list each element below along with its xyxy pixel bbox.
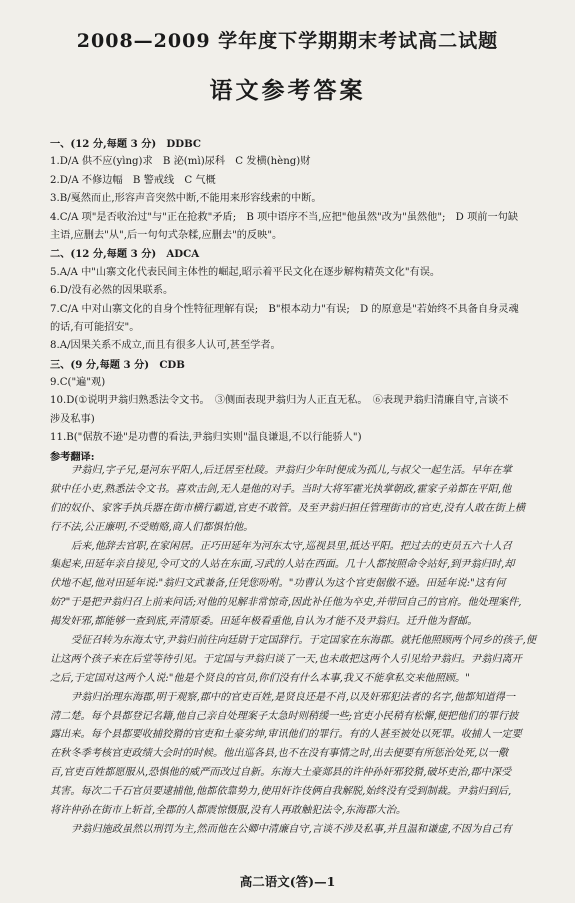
answer-line: 8.A/因果关系不成立,而且有很多人认可,甚至学者。: [50, 340, 281, 352]
section-heading: 三、(9 分,每题 3 分) CDB: [50, 358, 185, 371]
answer-line: 1.D/A 供不应(yìng)求 B 泌(mì)尿科 C 发横(hèng)财: [50, 156, 311, 168]
translation-line: 清二楚。每个县都登记名籍,他自己亲自处理案子太急时则稍缓一些;官吏小民稍有松懈,便把他们的罪行披: [50, 710, 519, 722]
translation-line: 让这两个孩子来在后堂等待引见。于定国与尹翁归谈了一天,也未敢把这两个人引见给尹翁归。尹翁归离开: [50, 653, 522, 665]
answer-line: 3.B/戛然而止,形容声音突然中断,不能用来形容线索的中断。: [50, 193, 322, 205]
answer-key: [50, 135, 555, 466]
translation-line: 们的奴仆、家客手执兵器在街市横行霸道,官吏不敢管。及至尹翁归担任管理街市的官吏,没有人敢在街上横: [50, 502, 526, 514]
answer-line: 4.C/A 项"是否收治过"与"正在抢救"矛盾; B 项中语序不当,应把"他虽然"改为"虽然他"; D 项前一句缺: [50, 211, 519, 223]
translation-line: 集起来,田延年亲自接见,令可文的人站在东面,习武的人站在西面。几十人都按照命令站好,到尹翁归时,却: [50, 559, 515, 571]
answer-line: 9.C("遍"观): [50, 377, 106, 389]
document-subtitle: 语文参考答案: [209, 77, 366, 104]
answer-line: 的话,有可能招安"。: [50, 321, 140, 333]
translation-line: 尹翁归,字子兄,是河东平阳人,后迁居至杜陵。尹翁归少年时便成为孤儿,与叔父一起生活。早年在掌: [71, 465, 512, 476]
answer-line: 5.A/A 中"山寨文化代表民间主体性的崛起,昭示着平民文化在逐步解构精英文化"有误。: [50, 266, 441, 278]
section-heading: 一、(12 分,每题 3 分) DDBC: [50, 138, 201, 150]
translation-line: 受征召转为东海太守,尹翁归前往向廷尉于定国辞行。于定国家在东海郡。就托他照顾两个同乡的孩子,便: [71, 635, 536, 647]
translation-line: 其害。每次二千石官员要逮捕他,他都依靠势力,使用奸诈伎俩自我解脱,始终没有受到制裁。尹翁归到后,: [50, 786, 512, 798]
translation-line: 尹翁归治理东海郡,明于观察,郡中的官吏百姓,是贤良还是不肖,以及奸邪犯法者的名字,他都知道得一: [71, 691, 516, 703]
translation-line: 在秋冬季考核官吏政绩大会时的时候。他出巡各县,也不在没有事情之时,出去便要有所惩治处死,以一儆: [50, 748, 508, 760]
translation-line: 行不法,公正廉明,不受贿赂,商人们都惧怕他。: [50, 521, 254, 533]
answer-line: 10.D(①说明尹翁归熟悉法令文书。 ③侧面表现尹翁归为人正直无私。 ⑥表现尹翁归清廉自守,言谈不: [50, 395, 509, 407]
translation-line: 妨?"于是把尹翁归召上前来问话;对他的见解非常惊奇,因此补任他为卒史,并带回自己的官府。他处理案件,: [50, 597, 522, 609]
translation-text: [50, 462, 555, 840]
translation-line: 露出来。每个县都要收捕狡猾的官吏和土豪劣绅,审讯他们的罪行。有的人甚至被处以死罪。收捕人一定要: [50, 729, 522, 741]
answer-line: 11.B("倨敖不逊"是功曹的看法,尹翁归实则"温良谦退,不以行能骄人"): [50, 432, 362, 444]
translation-line: 揭发奸邪,都能够一查到底,弄清原委。田延年极看重他,自认为才能不及尹翁归。迁升他为督邮。: [50, 616, 478, 628]
translation-heading: 参考翻译:: [50, 450, 95, 463]
answer-line: 主语,应删去"从",后一句句式杂糅,应删去"的反映"。: [50, 229, 283, 241]
page-footer: 高二语文(答)—1: [239, 874, 336, 889]
translation-line: 伏地不起,他对田延年说:"翁归文武兼备,任凭您吩咐。"功曹认为这个官吏倨傲不逊。田延年说:"这有何: [50, 578, 506, 590]
translation-line: 将许仲孙在街市上斩首,全郡的人都震惊慑服,没有人再敢触犯法令,东海郡大治。: [50, 805, 407, 817]
translation-line: 尹翁归施政虽然以刑罚为主,然而他在公卿中清廉自守,言谈不涉及私事,并且温和谦虚,不因为自己有: [71, 823, 512, 835]
answer-line: 7.C/A 中对山寨文化的自身个性特征理解有误; B"根本动力"有误; D 的原意是"若始终不具备自身灵魂: [50, 303, 519, 315]
section-heading: 二、(12 分,每题 3 分) ADCA: [50, 248, 200, 261]
answer-line: 涉及私事): [50, 413, 95, 425]
translation-line: 百,官吏百姓都愿服从,恐惧他的威严而改过自新。东海大土豪郯县的许仲孙奸邪狡猾,破坏吏治,郡中深受: [50, 767, 512, 779]
translation-line: 之后,于定国对这两个人说:"他是个贤良的官员,你们没有什么本事,我又不能拿私交来他照顾。": [50, 672, 470, 684]
document-title: 2008—2009 学年度下学期期末考试高二试题: [76, 30, 499, 52]
translation-line: 狱中任小吏,熟悉法令文书。喜欢击剑,无人是他的对手。当时大将军霍光执掌朝政,霍家子弟都在平阳,他: [50, 483, 512, 495]
translation-line: 后来,他辞去官职,在家闲居。正巧田延年为河东太守,巡视县里,抵达平阳。把过去的吏员五六十人召: [71, 540, 512, 552]
answer-line: 6.D/没有必然的因果联系。: [50, 285, 174, 297]
answer-line: 2.D/A 不修边幅 B 警戒线 C 气概: [50, 174, 216, 186]
